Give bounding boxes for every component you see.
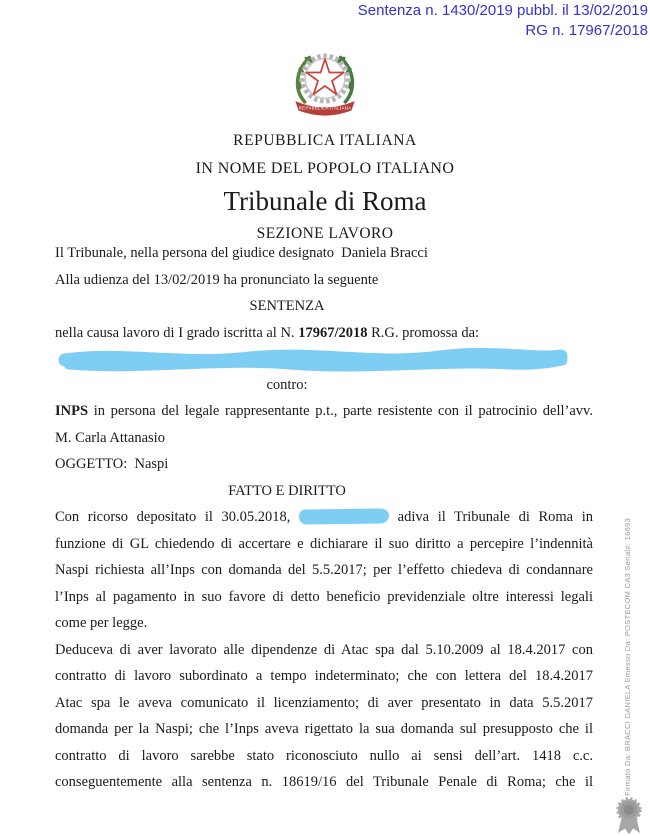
oggetto-line xyxy=(55,451,593,478)
body-text-line xyxy=(55,690,593,717)
text-segment: Il Tribunale, nella persona del giudice designato Daniela Bracci xyxy=(55,245,428,261)
heading-in-nome: IN NOME DEL POPOLO ITALIANO xyxy=(195,160,455,177)
text-segment: nella causa lavoro di I grado iscritta al N. xyxy=(55,324,299,341)
redaction-scribble-full xyxy=(55,345,571,375)
redaction-scribble-inline xyxy=(299,508,389,524)
text-segment: in persona del legale rappresentante p.t., parte resistente con il patrocinio dell’avv. xyxy=(88,403,593,419)
text-segment: l’Inps al pagamento in suo favore di detto beneficio previdenziale oltre interessi legali xyxy=(55,588,593,605)
stamp-rg-number: RG n. 17967/2018 xyxy=(525,22,648,39)
text-segment: adiva il Tribunale di Roma in xyxy=(389,509,594,525)
body-text-line xyxy=(55,531,593,558)
body-text-line xyxy=(55,610,593,637)
judge-line xyxy=(55,240,593,267)
contro-heading xyxy=(55,372,593,399)
text-segment: M. Carla Attanasio xyxy=(55,429,165,446)
body-text-line xyxy=(55,504,593,531)
body-text-line xyxy=(55,769,593,796)
text-segment: conseguentemente alla sentenza n. 18619/16 del Tribunale Penale di Roma; che il xyxy=(55,774,593,790)
digital-signature-sidebar: Firmato Da: BRACCI DANIELA Emesso Da: POSTECOM CA3 Serial#: 16693 xyxy=(623,518,632,796)
heading-court-name: Tribunale di Roma xyxy=(223,186,427,216)
body-text-line xyxy=(55,743,593,770)
text-segment: Naspi richiesta all’Inps con domanda del 5.5.2017; per l’effetto chiedeva di condannare xyxy=(55,562,593,578)
body-text-line xyxy=(55,637,593,664)
hearing-line xyxy=(55,267,593,294)
text-segment: domanda per la Naspi; che l’Inps aveva rigettato la sua domanda sul presupposto che il xyxy=(55,721,593,737)
document-headings xyxy=(0,132,650,243)
body-text-line xyxy=(55,663,593,690)
heading-repubblica: REPUBBLICA ITALIANA xyxy=(233,132,417,149)
text-segment: SENTENZA xyxy=(249,298,325,314)
fatto-diritto-heading xyxy=(55,478,593,505)
text-segment: FATTO E DIRITTO xyxy=(228,482,346,499)
text-segment: contratto di lavoro subordinato a tempo indeterminato; che con lettera del 18.4.2017 xyxy=(55,668,593,684)
stamp-sentenza-number: Sentenza n. 1430/2019 pubbl. il 13/02/2019 xyxy=(357,2,648,19)
filing-stamp xyxy=(358,1,648,41)
text-segment: Con ricorso depositato il 30.05.2018, xyxy=(55,509,300,525)
text-segment: Deduceva di aver lavorato alle dipendenze di Atac spa dal 5.10.2009 al 18.4.2017 con xyxy=(55,641,593,658)
document-body xyxy=(55,240,593,796)
body-text-line xyxy=(55,716,593,743)
text-segment: come per legge. xyxy=(55,615,148,631)
text-segment: Atac spa le aveva comunicato il licenziamento; di aver presentato in data 5.5.2017 xyxy=(55,694,593,711)
heading-section: SEZIONE LAVORO xyxy=(256,225,394,242)
respondent-line xyxy=(55,398,593,425)
redaction-line xyxy=(55,345,593,372)
body-text-line xyxy=(55,584,593,611)
italian-republic-emblem-icon xyxy=(286,46,364,122)
text-segment: OGGETTO: Naspi xyxy=(55,456,169,472)
text-segment: 17967/2018 xyxy=(298,324,368,341)
text-segment: funzione di GL chiedendo di accertare e dichiarare il suo diritto a percepire l’indennità xyxy=(55,535,593,552)
lawyer-line xyxy=(55,425,593,452)
text-segment: INPS xyxy=(55,403,89,419)
signature-seal-icon xyxy=(611,797,647,836)
emblem-banner-text: REPVBBLICA ITALIANA xyxy=(298,105,352,111)
body-text-line xyxy=(55,557,593,584)
text-segment: contro: xyxy=(266,376,308,393)
case-number-line xyxy=(55,320,593,347)
text-segment: contratto di lavoro sarebbe stato riconosciuto nullo ai sensi dell’art. 1418 c.c. xyxy=(55,747,593,764)
sentenza-heading xyxy=(55,293,593,320)
text-segment: R.G. promossa da: xyxy=(367,324,480,341)
text-segment: Alla udienza del 13/02/2019 ha pronunciato la seguente xyxy=(55,271,379,288)
